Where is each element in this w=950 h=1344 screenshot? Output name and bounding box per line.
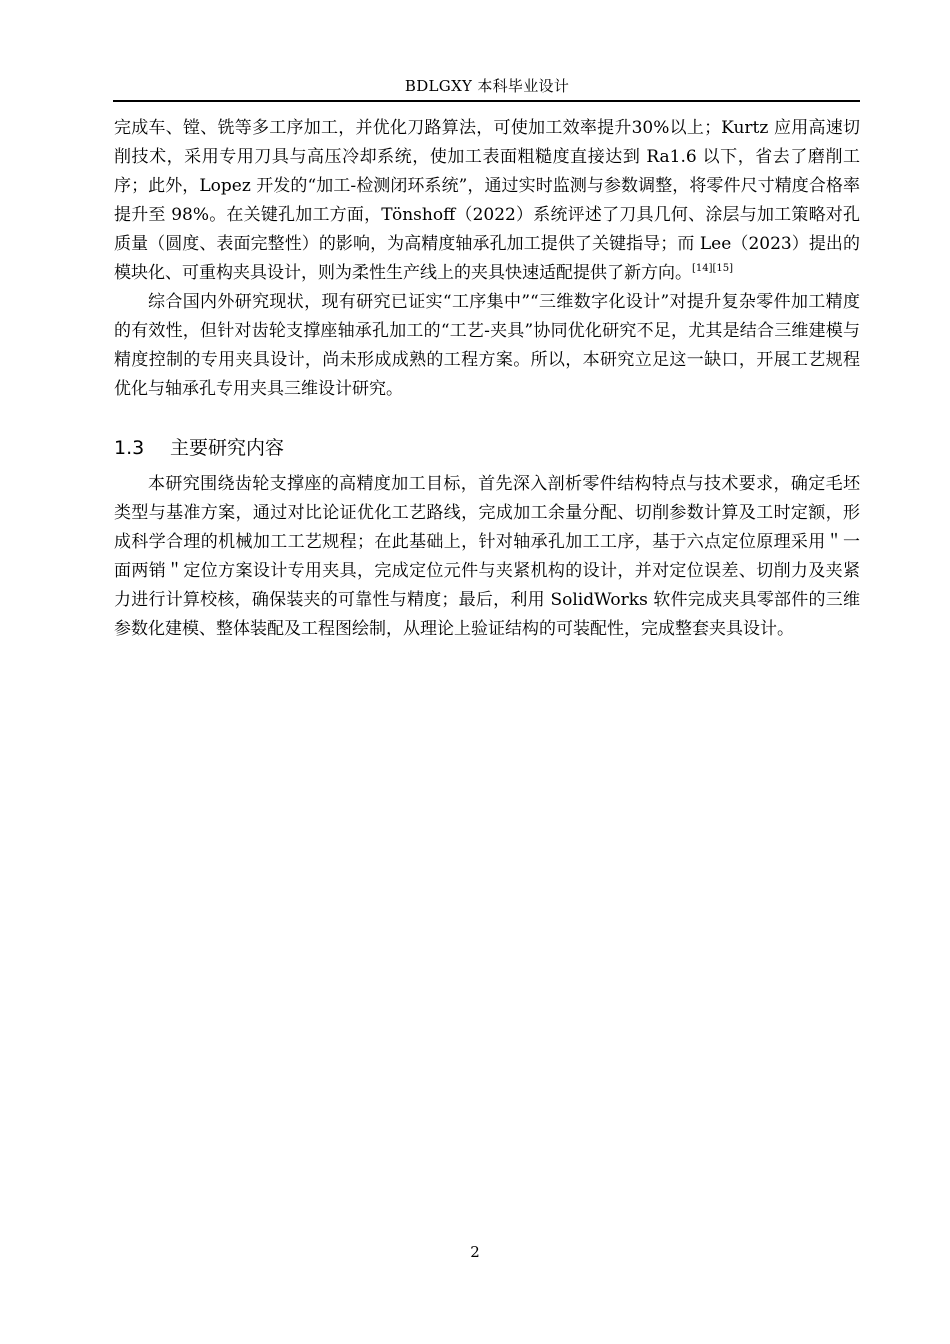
citation-ref: [14][15] <box>692 263 734 274</box>
paragraph-2: 综合国内外研究现状，现有研究已证实“工序集中”“三维数字化设计”对提升复杂零件加工精度的有效性，但针对齿轮支撑座轴承孔加工的“工艺-夹具”协同优化研究不足，尤其是结合三维建模与精度控制的专用夹具设计，尚未形成成熟的工程方案。所以，本研究立足这一缺口，开展工艺规程优化与轴承孔专用夹具三维设计研究。 <box>114 292 860 399</box>
section-number: 1.3 <box>114 437 145 459</box>
header-rule <box>113 100 860 102</box>
section-paragraph: 本研究围绕齿轮支撑座的高精度加工目标，首先深入剖析零件结构特点与技术要求，确定毛坯类型与基准方案，通过对比论证优化工艺路线，完成加工余量分配、切削参数计算及工时定额，形成科学合理的机械加工工艺规程；在此基础上，针对轴承孔加工工序，基于六点定位原理采用＂一面两销＂定位方案设计专用夹具，完成定位元件与夹紧机构的设计，并对定位误差、切削力及夹紧力进行计算校核，确保装夹的可靠性与精度；最后，利用 SolidWorks 软件完成夹具零部件的三维参数化建模、整体装配及工程图绘制，从理论上验证结构的可装配性，完成整套夹具设计。 <box>114 474 860 639</box>
page-number: 2 <box>470 1243 480 1261</box>
paragraph-1 <box>114 114 860 288</box>
section-heading <box>114 435 860 461</box>
page-header: BDLGXY 本科毕业设计 <box>404 77 570 95</box>
document-body <box>114 114 860 644</box>
section-title: 主要研究内容 <box>170 437 285 459</box>
paragraph-1-text: 完成车、镗、铣等多工序加工，并优化刀路算法，可使加工效率提升30%以上；Kurtz 应用高速切削技术，采用专用刀具与高压冷却系统，使加工表面粗糙度直接达到 Ra1.6 以下，省去了磨削工序；此外，Lopez 开发的“加工-检测闭环系统”，通过实时监测与参数调整，将零件尺寸精度合格率提升至 98%。在关键孔加工方面，Tönshoff（2022）系统评述了刀具几何、涂层与加工策略对孔质量（圆度、表面完整性）的影响，为高精度轴承孔加工提供了关键指导；而 Lee（2023）提出的模块化、可重构夹具设计，则为柔性生产线上的夹具快速适配提供了新方向。 <box>114 118 860 283</box>
